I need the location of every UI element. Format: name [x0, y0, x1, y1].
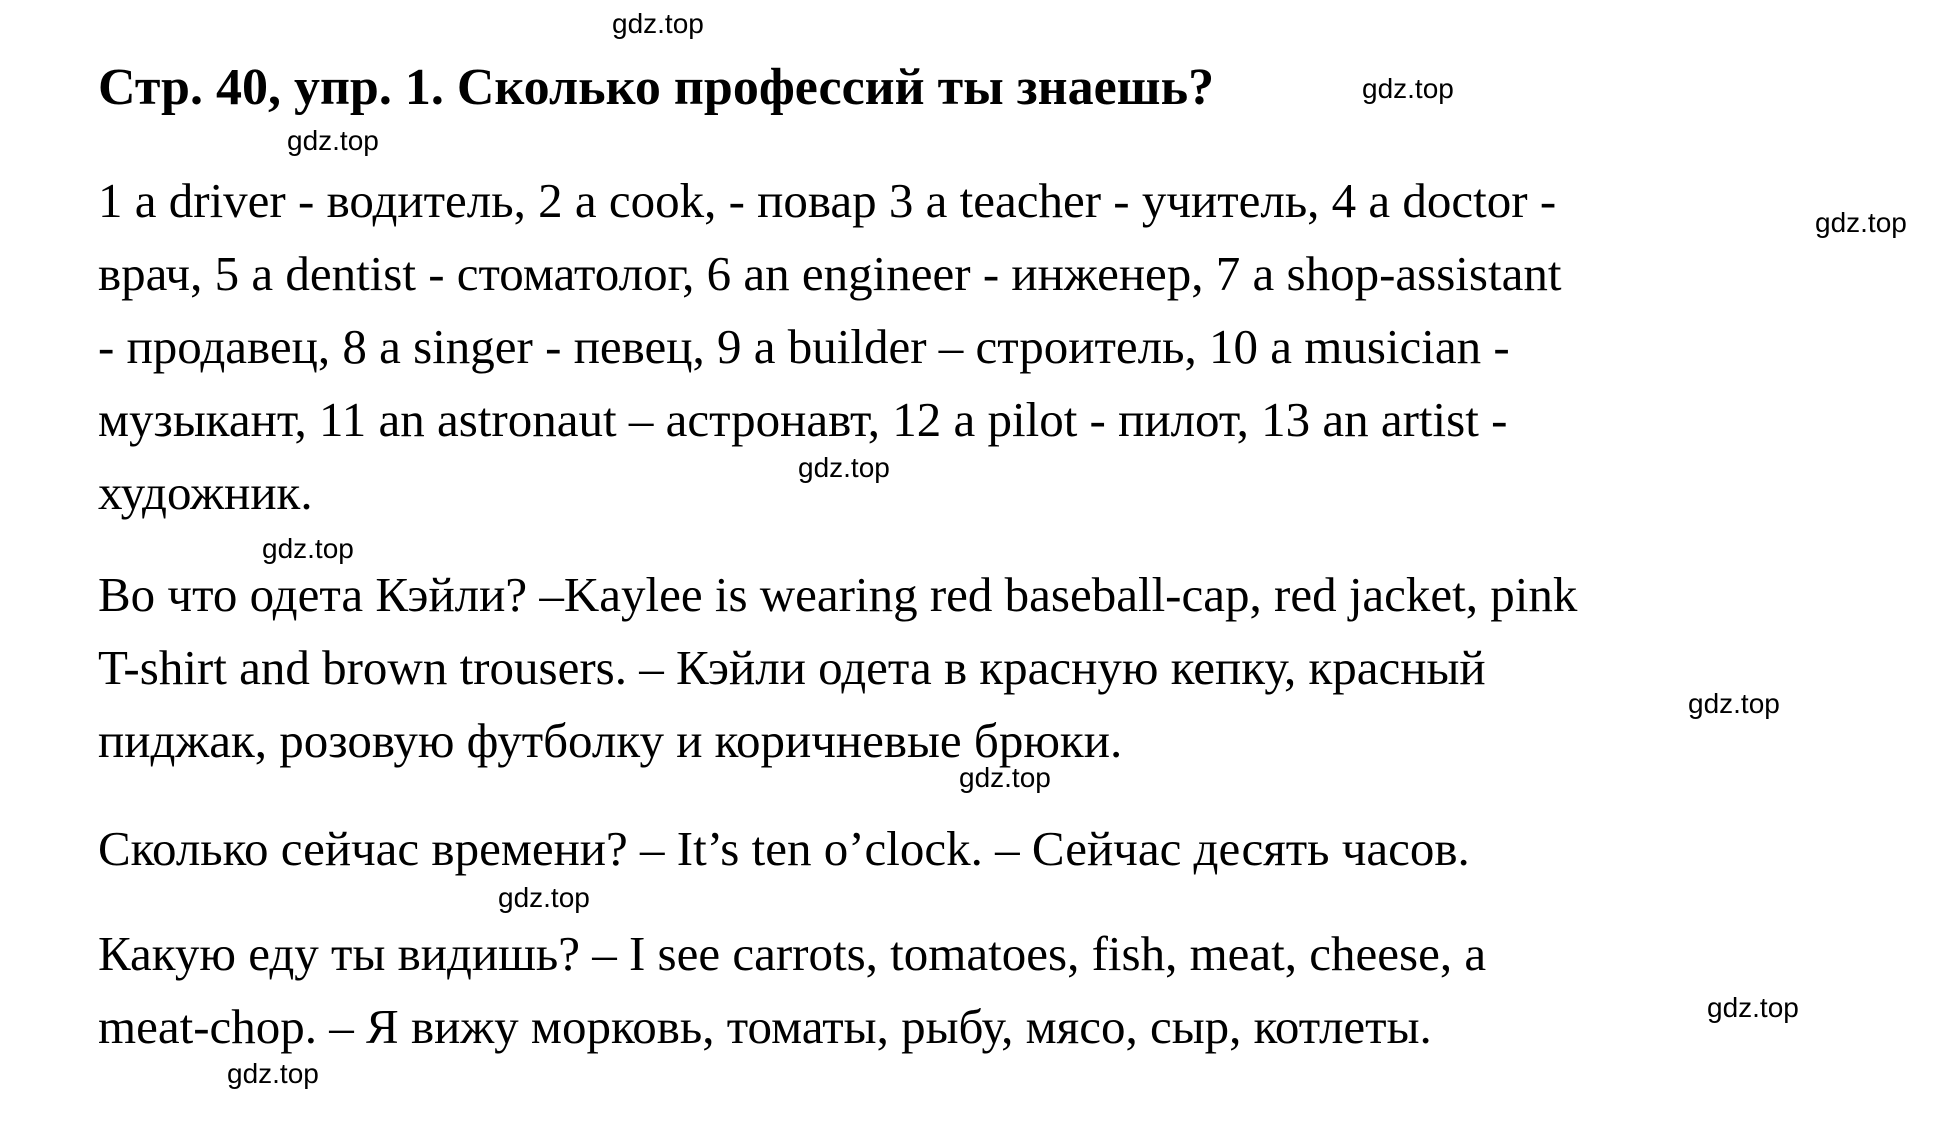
text-line: музыкант, 11 an astronaut – астронавт, 12 a pilot - пилот, 13 an artist -: [98, 392, 1508, 447]
time-answer: [98, 812, 1898, 885]
text-line: - продавец, 8 a singer - певец, 9 a builder – строитель, 10 a musician -: [98, 319, 1510, 374]
watermark: gdz.top: [798, 452, 890, 483]
text-line: врач, 5 a dentist - стоматолог, 6 an engineer - инженер, 7 a shop-assistant: [98, 246, 1562, 301]
watermark: gdz.top: [1688, 688, 1780, 719]
text-line: пиджак, розовую футболку и коричневые брюки.: [98, 713, 1123, 768]
food-answer: [98, 917, 1898, 1063]
text-line: художник.: [98, 465, 313, 520]
text-line: Какую еду ты видишь? – I see carrots, tomatoes, fish, meat, cheese, a: [98, 926, 1487, 981]
watermark: gdz.top: [1362, 73, 1454, 104]
exercise-title: Стр. 40, упр. 1. Сколько профессий ты знаешь?: [98, 59, 1215, 116]
watermark: gdz.top: [287, 125, 379, 156]
watermark: gdz.top: [612, 8, 704, 39]
watermark: gdz.top: [1707, 992, 1799, 1023]
text-line: 1 a driver - водитель, 2 a cook, - повар 3 a teacher - учитель, 4 a doctor -: [98, 173, 1557, 228]
watermark: gdz.top: [262, 533, 354, 564]
text-line: Во что одета Кэйли? –Kaylee is wearing red baseball-cap, red jacket, pink: [98, 567, 1578, 622]
text-line: T-shirt and brown trousers. – Кэйли одета в красную кепку, красный: [98, 640, 1486, 695]
watermark: gdz.top: [1815, 207, 1907, 238]
clothes-answer: [98, 558, 1898, 777]
watermark: gdz.top: [959, 762, 1051, 793]
text-line: Сколько сейчас времени? – It’s ten o’clock. – Сейчас десять часов.: [98, 821, 1470, 876]
watermark: gdz.top: [498, 882, 590, 913]
text-line: meat-chop. – Я вижу морковь, томаты, рыбу, мясо, сыр, котлеты.: [98, 999, 1432, 1054]
watermark: gdz.top: [227, 1058, 319, 1089]
professions-answer: [98, 164, 1898, 529]
